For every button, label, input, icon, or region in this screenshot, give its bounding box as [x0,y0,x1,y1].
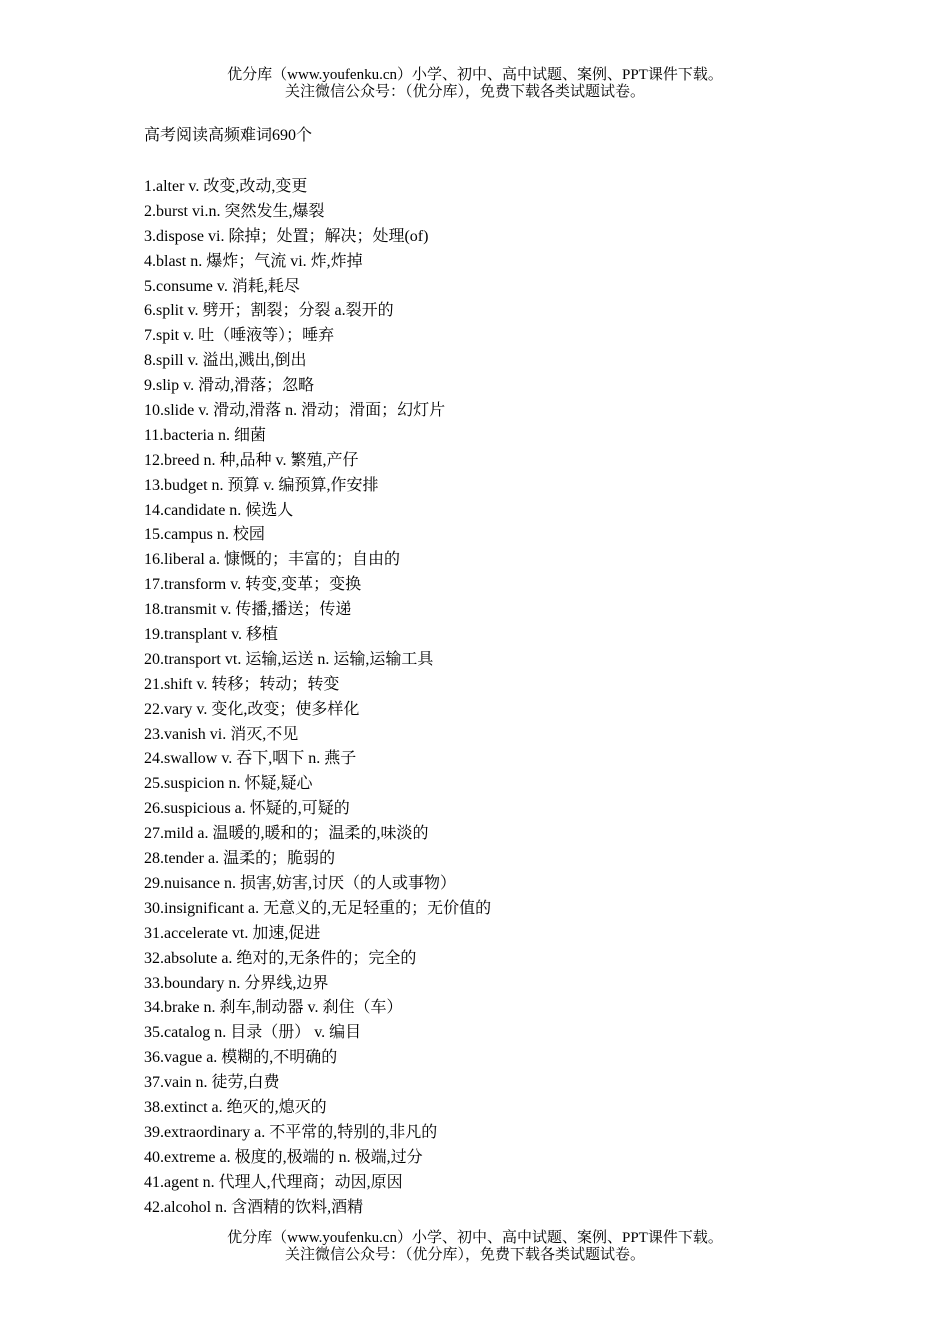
vocabulary-entry: 35.catalog n. 目录（册） v. 编目 [144,1024,362,1042]
vocabulary-entry: 19.transplant v. 移植 [144,626,279,644]
vocabulary-entry: 17.transform v. 转变,变革；变换 [144,576,362,594]
vocabulary-entry: 3.dispose vi. 除掉；处置；解决；处理(of) [144,227,429,245]
vocabulary-entry: 8.spill v. 溢出,溅出,倒出 [144,352,307,370]
vocabulary-entry: 36.vague a. 模糊的,不明确的 [144,1049,338,1067]
footer-line-2: 关注微信公众号：（优分库），免费下载各类试题试卷。 [284,1247,645,1263]
vocabulary-entry: 12.breed n. 种,品种 v. 繁殖,产仔 [144,451,359,469]
vocabulary-entry: 2.burst vi.n. 突然发生,爆裂 [144,202,325,220]
vocabulary-entry: 15.campus n. 校园 [144,526,265,544]
vocabulary-entry: 39.extraordinary a. 不平常的,特别的,非凡的 [144,1123,438,1141]
vocabulary-entry: 33.boundary n. 分界线,边界 [144,974,329,992]
vocabulary-entry: 23.vanish vi. 消灭,不见 [144,725,299,743]
vocabulary-entry: 24.swallow v. 吞下,咽下 n. 燕子 [144,750,357,768]
vocabulary-entry: 32.absolute a. 绝对的,无条件的；完全的 [144,949,417,967]
document-title: 高考阅读高频难词690个 [144,127,313,144]
vocabulary-entry: 27.mild a. 温暖的,暖和的；温柔的,味淡的 [144,825,429,843]
vocabulary-entry: 5.consume v. 消耗,耗尽 [144,277,300,295]
vocabulary-entry: 38.extinct a. 绝灭的,熄灭的 [144,1098,327,1116]
vocabulary-entry: 1.alter v. 改变,改动,变更 [144,178,308,195]
vocabulary-entry: 6.split v. 劈开；割裂；分裂 a.裂开的 [144,302,394,320]
vocabulary-entry: 40.extreme a. 极度的,极端的 n. 极端,过分 [144,1148,423,1166]
vocabulary-entry: 7.spit v. 吐（唾液等）；唾弃 [144,327,335,345]
vocabulary-entry: 13.budget n. 预算 v. 编预算,作安排 [144,476,379,494]
vocabulary-entry: 22.vary v. 变化,改变；使多样化 [144,700,360,718]
vocabulary-list [144,175,491,1220]
vocabulary-entry: 29.nuisance n. 损害,妨害,讨厌（的人或事物） [144,874,456,892]
vocabulary-entry: 26.suspicious a. 怀疑的,可疑的 [144,800,350,818]
vocabulary-entry: 34.brake n. 刹车,制动器 v. 刹住（车） [144,999,403,1017]
vocabulary-entry: 10.slide v. 滑动,滑落 n. 滑动；滑面；幻灯片 [144,402,446,420]
vocabulary-entry: 21.shift v. 转移；转动；转变 [144,675,340,693]
vocabulary-entry: 28.tender a. 温柔的；脆弱的 [144,850,336,868]
footer-line-1: 优分库（www.youfenku.cn）小学、初中、高中试题、案例、PPT课件下载。 [227,1230,723,1246]
vocabulary-entry: 37.vain n. 徒劳,白费 [144,1074,280,1092]
page-header [0,67,950,101]
vocabulary-entry: 16.liberal a. 慷慨的；丰富的；自由的 [144,551,400,569]
vocabulary-entry: 30.insignificant a. 无意义的,无足轻重的；无价值的 [144,899,492,917]
header-line-2: 关注微信公众号：（优分库），免费下载各类试题试卷。 [284,84,645,100]
vocabulary-entry: 41.agent n. 代理人,代理商；动因,原因 [144,1173,403,1191]
vocabulary-entry: 4.blast n. 爆炸；气流 vi. 炸,炸掉 [144,252,363,270]
vocabulary-entry: 9.slip v. 滑动,滑落；忽略 [144,377,315,395]
header-line-1: 优分库（www.youfenku.cn）小学、初中、高中试题、案例、PPT课件下载。 [227,67,723,83]
vocabulary-entry: 14.candidate n. 候选人 [144,501,294,519]
vocabulary-entry: 20.transport vt. 运输,运送 n. 运输,运输工具 [144,650,434,668]
vocabulary-entry: 11.bacteria n. 细菌 [144,426,267,444]
vocabulary-entry: 31.accelerate vt. 加速,促进 [144,924,321,942]
vocabulary-entry: 18.transmit v. 传播,播送；传递 [144,601,352,619]
vocabulary-entry: 42.alcohol n. 含酒精的饮料,酒精 [144,1198,364,1216]
vocabulary-entry: 25.suspicion n. 怀疑,疑心 [144,775,313,793]
page-footer [0,1230,950,1264]
